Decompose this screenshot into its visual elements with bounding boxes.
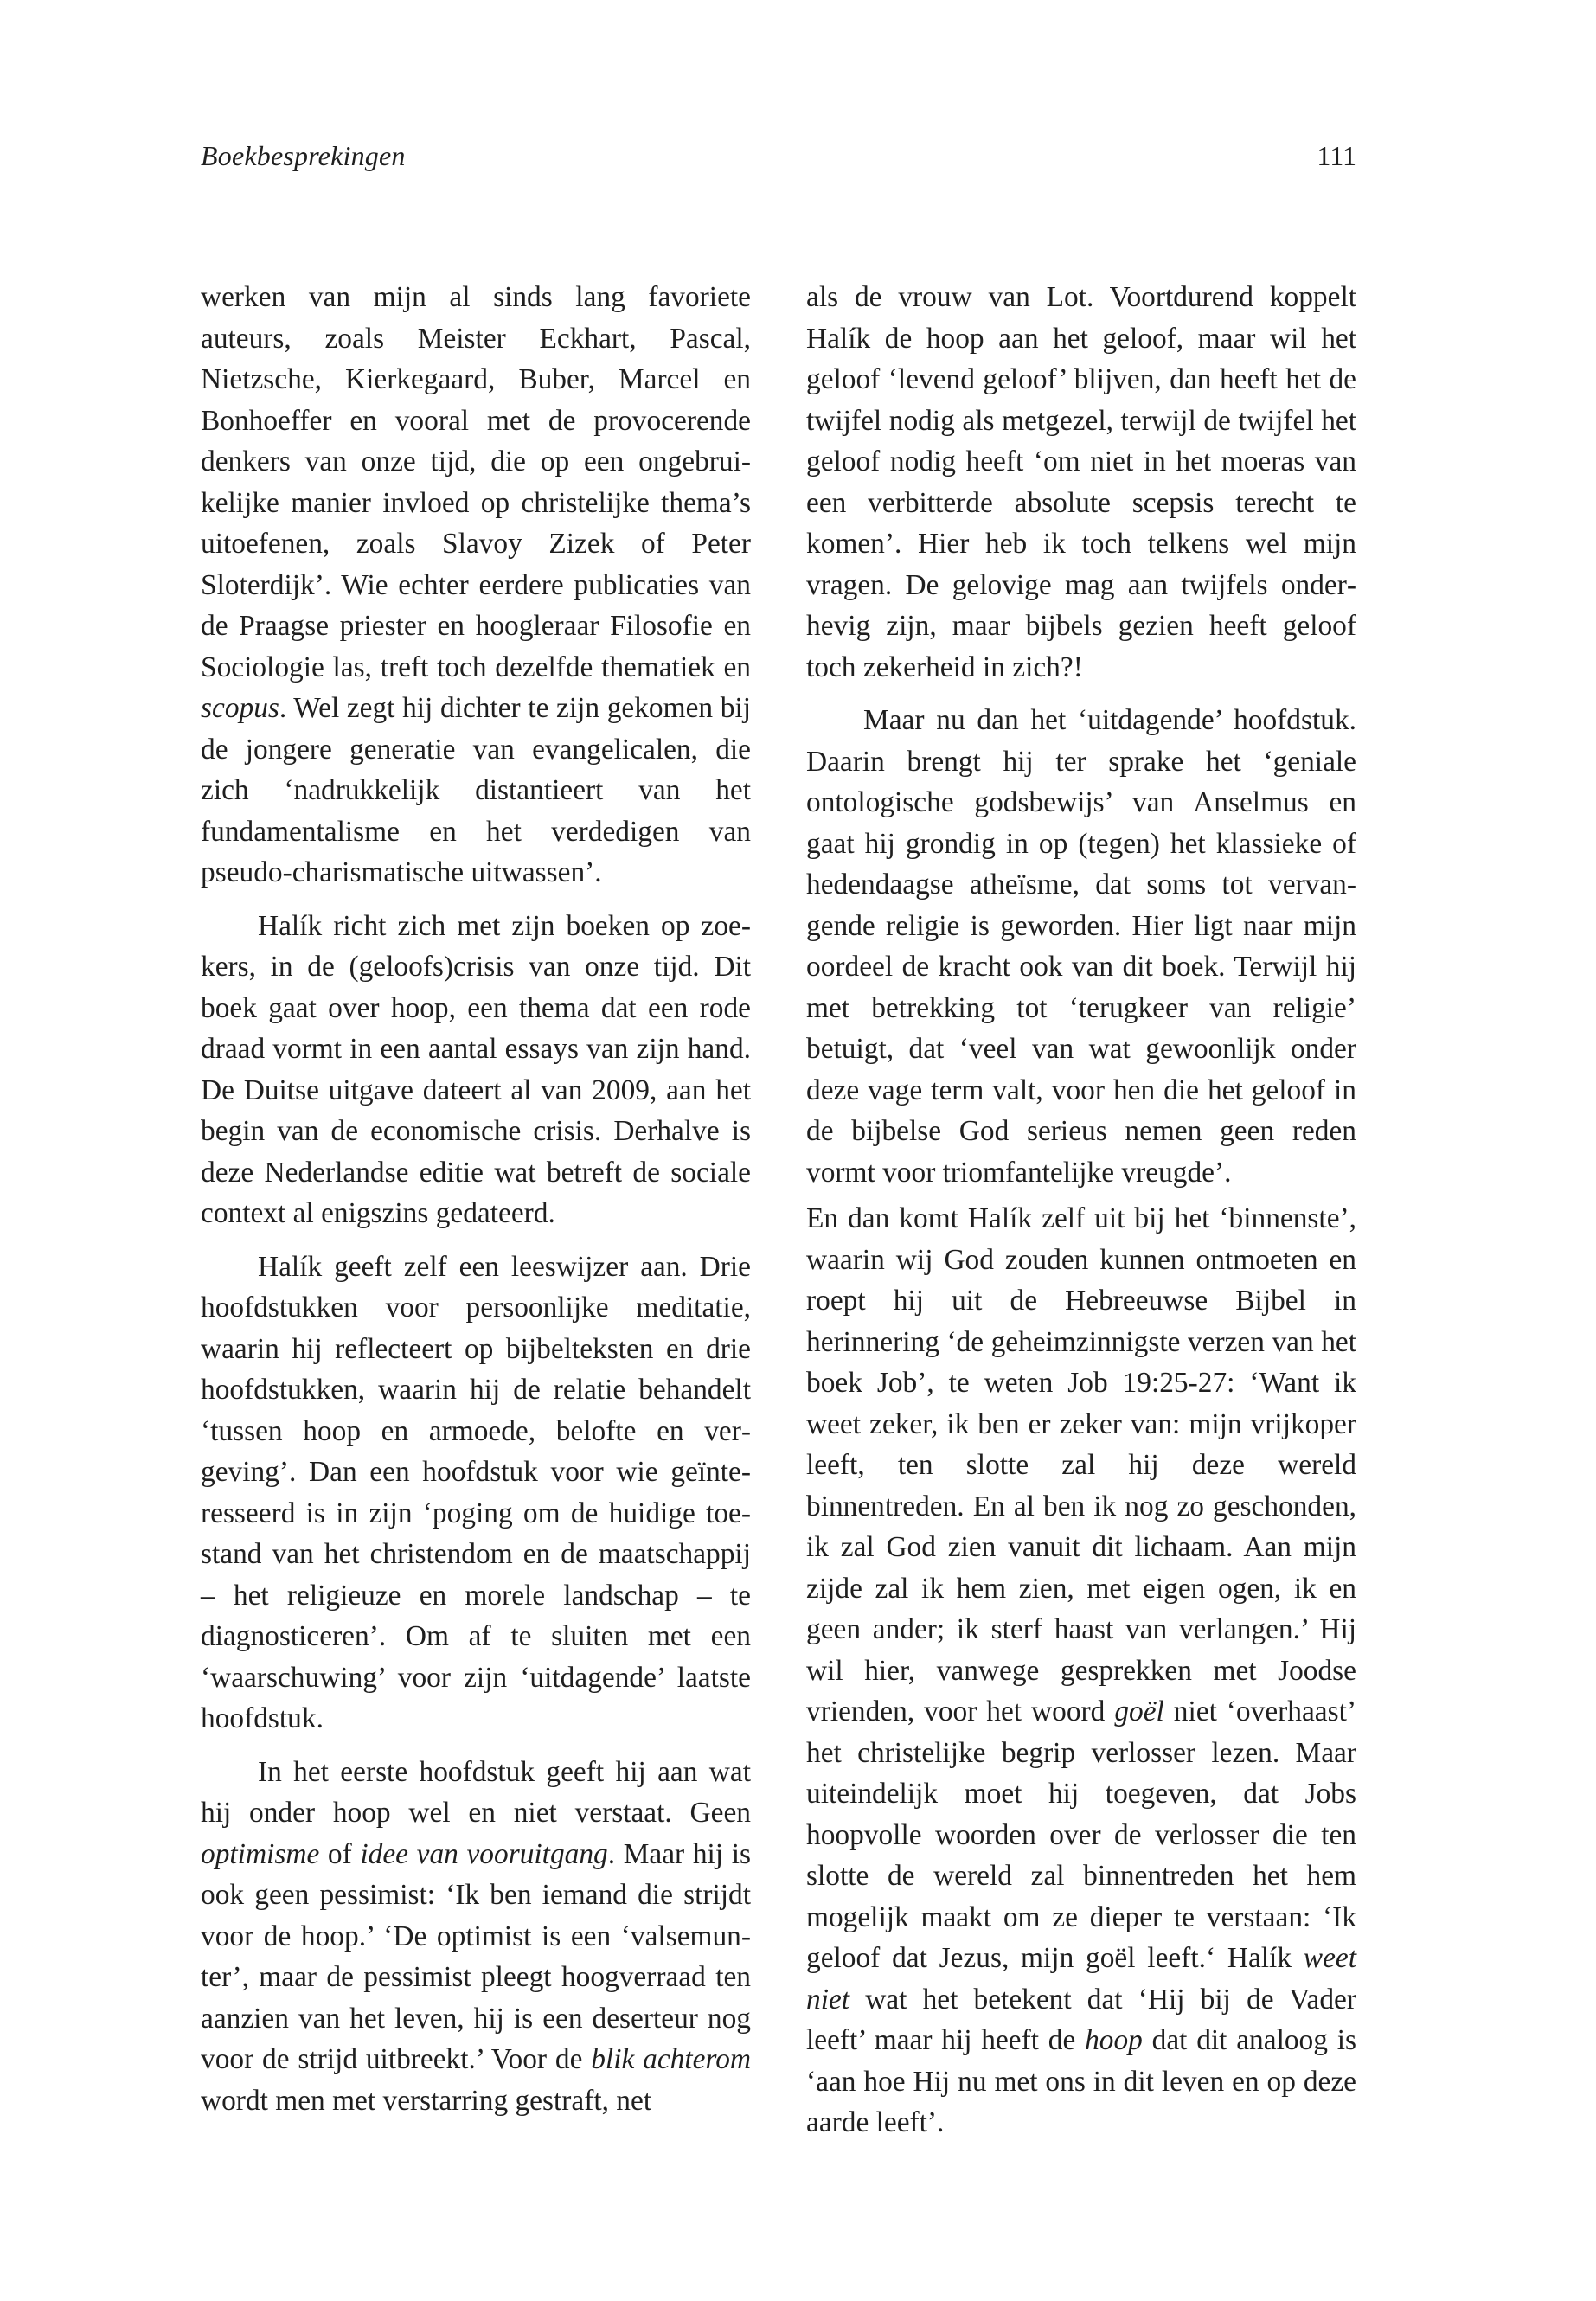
italic-term: weet niet — [806, 1942, 1356, 2016]
text-run: wat het betekent dat ‘Hij bij de Vader leeft’ maar hij heeft de — [806, 1983, 1356, 2056]
italic-term: idee van vooruitgang — [360, 1837, 608, 1870]
text-run: . Maar hij is ook geen pessimist: ‘Ik ben iemand die strijdt voor de hoop.’ ‘De optimist is een ‘valsemunter’, maar de pessimist pleegt hoogverraad ten aanzien van het leven, hij is een deserteur nog voor de strijd uitbreekt.’ Voor de — [201, 1837, 751, 2075]
italic-term: hoop — [1085, 2024, 1143, 2056]
italic-term: blik achterom — [591, 2043, 752, 2075]
paragraph-3: Halík geeft zelf een leeswijzer aan. Drie hoofdstukken voor persoonlijke meditatie, waarin hij reflecteert op bijbelteksten en drie hoofdstukken, waarin hij de relatie behandelt ‘tussen hoop en armoede, belofte en vergeving’. Dan een hoofdstuk voor wie geïnteresseerd is in zijn ‘poging om de huidige toestand van het christendom en de maatschappij – het religieuze en morele landschap – te diagnosticeren’. Om af te sluiten met een ‘waarschuwing’ voor zijn ‘uitdagende’ laatste hoofdstuk. — [201, 1250, 751, 1734]
paragraph-2: Halík richt zich met zijn boeken op zoekers, in de (geloofs)crisis van onze tijd. Dit boek gaat over hoop, een thema dat een rode draad vormt in een aantal essays van zijn hand. De Duitse uitgave dateert al van 2009, aan het begin van de economische crisis. Derhalve is deze Nederlandse editie wat betreft de sociale context al enigszins gedateerd. — [201, 909, 751, 1229]
italic-term: goël — [1114, 1695, 1164, 1727]
text-run: wordt men met verstarring gestraft, net — [201, 2084, 652, 2117]
paragraph-6: Maar nu dan het ‘uitdagende’ hoofdstuk. Daarin brengt hij ter sprake het ‘geniale ontologische godsbewijs’ van Anselmus en gaat hij grondig in op (tegen) het klassieke of hedendaagse atheïsme, dat soms tot vervangende religie is geworden. Hier ligt naar mijn oordeel de kracht ook van dit boek. Terwijl hij met betrekking tot ‘terugkeer van religie’ betuigt, dat ‘veel van wat gewoonlijk onder deze vage term valt, voor hen die het geloof in de bijbelse God serieus nemen geen reden vormt voor triomfantelijke vreugde’. — [806, 704, 1356, 1189]
italic-term: optimisme — [201, 1837, 320, 1870]
paragraph-5: als de vrouw van Lot. Voortdurend koppelt Halík de hoop aan het geloof, maar wil het geloof ‘levend geloof’ blijven, dan heeft het de twijfel nodig als metgezel, terwijl de twijfel het geloof nodig heeft ‘om niet in het moeras van een verbitterde absolute scepsis terecht te komen’. Hier heb ik toch telkens wel mijn vragen. De gelovige mag aan twijfels onderhevig zijn, maar bijbels gezien heeft geloof toch zekerheid in zich?! — [806, 281, 1356, 683]
paragraph-4 — [201, 1752, 751, 2122]
right-text-column — [806, 277, 1356, 2144]
text-run: dat dit analoog is ‘aan hoe Hij nu met ons in dit leven en op deze aarde leeft’. — [806, 2024, 1356, 2138]
text-run: of — [319, 1837, 361, 1870]
paragraph-7 — [806, 1198, 1356, 2144]
left-text-column — [201, 277, 751, 2121]
text-run: werken van mijn al sinds lang favoriete auteurs, zoals Meister Eckhart, Pascal, Nietzsche, Kierkegaard, Buber, Marcel en Bonhoeffer en vooral met de provocerende denkers van onze tijd, die op een ongebruikelijke manier invloed op christelijke thema’s uitoefenen, zoals Slavoy Zizek of Peter Sloterdijk’. Wie echter eerdere publicaties van de Praagse priester en hoogleraar Filosofie en Sociologie las, treft toch dezelfde thematiek en — [201, 281, 751, 683]
text-run: In het eerste hoofdstuk geeft hij aan wat hij onder hoop wel en niet verstaat. Geen — [201, 1755, 751, 1829]
text-run: . Wel zegt hij dichter te zijn gekomen bij de jongere generatie van evangelicalen, die zich ‘nadrukkelijk distantieert van het fundamentalisme en het verdedigen van pseudo-charismatische uitwassen’. — [201, 692, 751, 888]
text-run: niet ‘overhaast’ het christelijke begrip verlosser lezen. Maar uiteindelijk moet hij toegeven, dat Jobs hoopvolle woorden over de verlosser die ten slotte de wereld zal binnentreden het hem mogelijk maakt om ze dieper te verstaan: ‘Ik geloof dat Jezus, mijn goël leeft.‘ Halík — [806, 1695, 1356, 1974]
italic-term: scopus — [201, 692, 279, 724]
page-number: 111 — [1317, 140, 1356, 171]
paragraph-1 — [201, 277, 751, 894]
text-run: En dan komt Halík zelf uit bij het ‘binnenste’, waarin wij God zouden kunnen ontmoeten en roept hij uit de Hebreeuwse Bijbel in herinnering ‘de geheimzinnigste verzen van het boek Job’, te weten Job 19:25-27: ‘Want ik weet zeker, ik ben er zeker van: mijn vrijkoper leeft, ten slotte zal hij deze wereld binnentreden. En al ben ik nog zo geschonden, ik zal God zien vanuit dit lichaam. Aan mijn zijde zal ik hem zien, met eigen ogen, ik en geen ander; ik sterf haast van verlangen.’ Hij wil hier, vanwege gesprekken met Joodse vrienden, voor het woord — [806, 1202, 1356, 1727]
running-head-title: Boekbesprekingen — [201, 140, 406, 171]
